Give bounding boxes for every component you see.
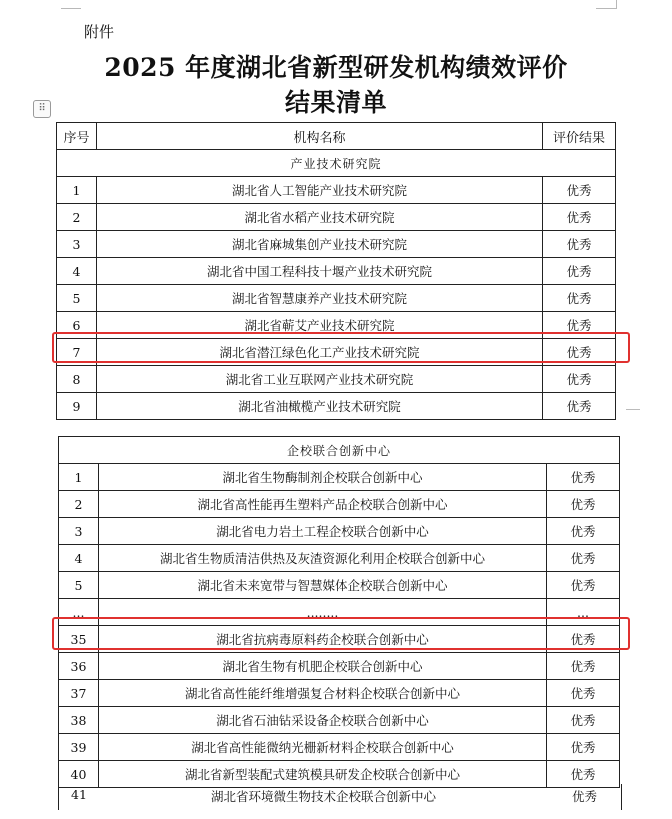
cell-result: 优秀 <box>546 761 619 788</box>
cell-institution-name: 湖北省新型装配式建筑模具研发企校联合创新中心 <box>99 761 547 788</box>
cell-result: 优秀 <box>546 491 619 518</box>
cell-institution-name: 湖北省麻城集创产业技术研究院 <box>97 231 543 258</box>
cell-institution-name: 湖北省未来宽带与智慧媒体企校联合创新中心 <box>99 572 547 599</box>
highlight-box-row-7 <box>52 332 630 363</box>
results-table-industrial-institutes <box>56 122 616 420</box>
table-row <box>57 285 616 312</box>
cell-institution-name: 湖北省生物酶制剂企校联合创新中心 <box>99 464 547 491</box>
cell-institution-name: 湖北省人工智能产业技术研究院 <box>97 177 543 204</box>
cell-result: 优秀 <box>546 653 619 680</box>
cell-number: 41 <box>71 787 87 802</box>
cell-result: 优秀 <box>543 393 616 420</box>
cell-result: 优秀 <box>543 339 616 366</box>
cell-result: 优秀 <box>546 572 619 599</box>
cell-number: 2 <box>57 204 97 231</box>
page-corner-mark-right-vertical <box>616 0 617 9</box>
cell-number: 5 <box>57 285 97 312</box>
attachment-label: 附件 <box>84 23 115 41</box>
results-table-enterprise-university-centers <box>58 436 620 788</box>
cell-institution-name: 湖北省生物质清洁供热及灰渣资源化利用企校联合创新中心 <box>99 545 547 572</box>
cell-result: 优秀 <box>546 626 619 653</box>
cell-institution-name: 湖北省生物有机肥企校联合创新中心 <box>99 653 547 680</box>
cell-result: 优秀 <box>546 545 619 572</box>
cell-number: 3 <box>57 231 97 258</box>
cell-result: 优秀 <box>543 366 616 393</box>
cell-number: 37 <box>59 680 99 707</box>
truncated-table-row <box>58 784 620 804</box>
table-row <box>59 707 620 734</box>
table-row <box>59 734 620 761</box>
margin-rule <box>626 409 640 410</box>
cell-result: 优秀 <box>546 464 619 491</box>
cell-number: 4 <box>57 258 97 285</box>
table-row <box>57 177 616 204</box>
cell-number: 7 <box>57 339 97 366</box>
cell-result: ... <box>546 599 619 626</box>
column-header-institution: 机构名称 <box>97 123 543 150</box>
column-header-result: 评价结果 <box>543 123 616 150</box>
cell-number: 9 <box>57 393 97 420</box>
cell-institution-name: 湖北省高性能微纳光栅新材料企校联合创新中心 <box>99 734 547 761</box>
cell-institution-name: 湖北省抗病毒原料药企校联合创新中心 <box>99 626 547 653</box>
table-row <box>57 366 616 393</box>
cell-number: ... <box>59 599 99 626</box>
table-move-handle-icon[interactable]: ⠿ <box>33 100 51 118</box>
cell-institution-name: 湖北省智慧康养产业技术研究院 <box>97 285 543 312</box>
table-row <box>57 204 616 231</box>
table-row <box>59 491 620 518</box>
cell-number: 8 <box>57 366 97 393</box>
page-corner-mark-right <box>596 8 616 9</box>
cell-number: 40 <box>59 761 99 788</box>
cell-institution-name: 湖北省电力岩土工程企校联合创新中心 <box>99 518 547 545</box>
section-heading-row <box>59 437 620 464</box>
cell-number: 4 <box>59 545 99 572</box>
section-heading-row <box>57 150 616 177</box>
highlight-box-row-35 <box>52 617 630 650</box>
document-title-line1: 2025 年度湖北省新型研发机构绩效评价 <box>104 53 568 82</box>
cell-institution-name: 湖北省水稻产业技术研究院 <box>97 204 543 231</box>
table-row <box>59 518 620 545</box>
table-row <box>57 231 616 258</box>
cell-institution-name: 湖北省中国工程科技十堰产业技术研究院 <box>97 258 543 285</box>
table-row <box>57 258 616 285</box>
cell-institution-name: 湖北省潜江绿色化工产业技术研究院 <box>97 339 543 366</box>
cell-number: 3 <box>59 518 99 545</box>
cell-result: 优秀 <box>543 177 616 204</box>
cell-institution-name: ........ <box>99 599 547 626</box>
table-row <box>59 545 620 572</box>
cell-number: 1 <box>59 464 99 491</box>
cell-institution-name: 湖北省环境微生物技术企校联合创新中心 <box>210 789 436 804</box>
cell-institution-name: 湖北省油橄榄产业技术研究院 <box>97 393 543 420</box>
cell-result: 优秀 <box>543 285 616 312</box>
cell-result: 优秀 <box>546 680 619 707</box>
cell-number: 6 <box>57 312 97 339</box>
cell-result: 优秀 <box>546 734 619 761</box>
cell-institution-name: 湖北省石油钻采设备企校联合创新中心 <box>99 707 547 734</box>
cell-institution-name: 湖北省工业互联网产业技术研究院 <box>97 366 543 393</box>
table-row <box>59 680 620 707</box>
table-row <box>59 572 620 599</box>
cell-number: 36 <box>59 653 99 680</box>
cell-result: 优秀 <box>543 258 616 285</box>
cell-number: 1 <box>57 177 97 204</box>
cell-number: 39 <box>59 734 99 761</box>
cell-result: 优秀 <box>546 707 619 734</box>
cell-number: 38 <box>59 707 99 734</box>
cell-institution-name: 湖北省高性能纤维增强复合材料企校联合创新中心 <box>99 680 547 707</box>
document-title-line2: 结果清单 <box>284 88 387 117</box>
cell-result: 优秀 <box>546 518 619 545</box>
table-header-row <box>57 123 616 150</box>
page-corner-mark-left <box>61 8 81 9</box>
table-row <box>59 464 620 491</box>
cell-result: 优秀 <box>543 204 616 231</box>
cell-result: 优秀 <box>543 312 616 339</box>
section-title-enterprise-university-centers: 企校联合创新中心 <box>59 437 620 464</box>
cell-institution-name: 湖北省蕲艾产业技术研究院 <box>97 312 543 339</box>
cell-result: 优秀 <box>543 231 616 258</box>
cell-institution-name: 湖北省高性能再生塑料产品企校联合创新中心 <box>99 491 547 518</box>
section-title-industrial-institutes: 产业技术研究院 <box>57 150 616 177</box>
table-row <box>57 393 616 420</box>
column-header-number: 序号 <box>57 123 97 150</box>
cell-result: 优秀 <box>571 789 597 804</box>
cell-number: 5 <box>59 572 99 599</box>
cell-number: 35 <box>59 626 99 653</box>
table-row <box>59 653 620 680</box>
cell-number: 2 <box>59 491 99 518</box>
